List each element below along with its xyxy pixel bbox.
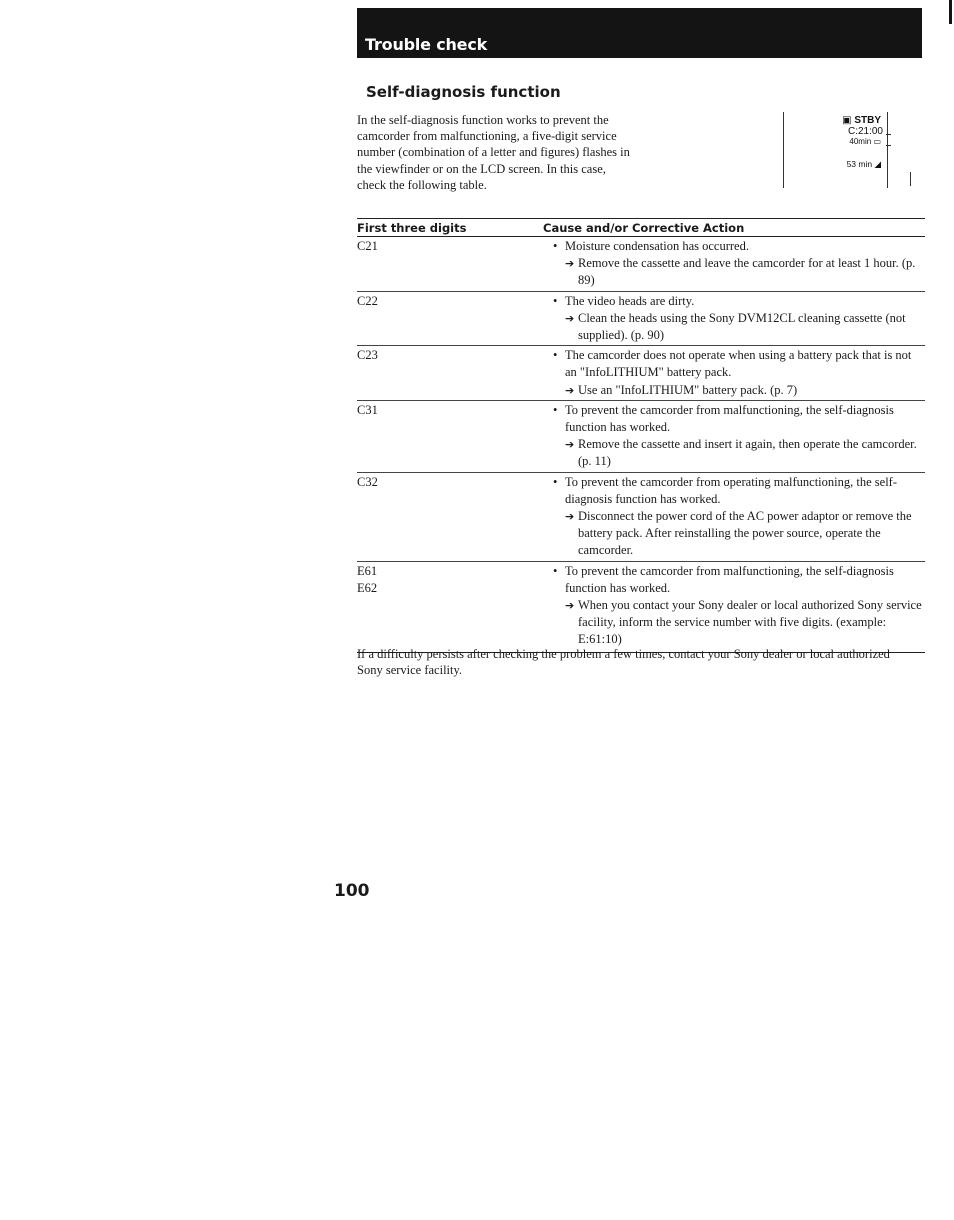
page-number: 100 [334, 881, 370, 901]
row-cause: • To prevent the camcorder from malfunctioning, the self-diagnosis function has worked. [553, 563, 894, 595]
arrow-right-icon: ➔ [565, 510, 575, 524]
bullet-icon: • [553, 563, 558, 578]
intro-paragraph: In the self-diagnosis function works to prevent the camcorder from malfunctioning, a five-digit service number (combination of a letter and figures) flashes in the viewfinder or on the LCD screen. In this case, check the following table. [357, 113, 630, 192]
header-cause-action: Cause and/or Corrective Action [543, 219, 925, 237]
table-row [357, 237, 925, 292]
footer-note: If a difficulty persists after checking the problem a few times, contact your Sony dealer or local authorized Sony service facility. [357, 647, 890, 677]
bullet-icon: • [553, 293, 558, 308]
edge-thumb-mark [949, 0, 952, 24]
arrow-right-icon: ➔ [565, 438, 575, 452]
row-action: ➔ Clean the heads using the Sony DVM12CL cleaning cassette (not supplied). (p. 90) [565, 310, 906, 343]
table-header-row [357, 219, 925, 237]
section-title: Self-diagnosis function [366, 83, 561, 101]
tape-icon: ▭ [873, 137, 881, 146]
display-tick [886, 145, 891, 146]
self-diagnosis-table [357, 218, 925, 653]
row-cause: • Moisture condensation has occurred. [543, 238, 925, 255]
bullet-icon: • [553, 239, 558, 253]
row-action: ➔ Disconnect the power cord of the AC power adaptor or remove the battery pack. After reinstalling the power source, operate the camcorder. [565, 509, 912, 558]
row-cause: • The video heads are dirty. [543, 293, 925, 310]
table-row [357, 472, 925, 561]
row-action: ➔ Remove the cassette and insert it again, then operate the camcorder. (p. 11) [565, 437, 917, 469]
table-row [357, 400, 925, 472]
table-row [357, 346, 925, 401]
row-code: C22 [357, 291, 543, 346]
display-side-rule [910, 172, 911, 186]
row-code: C32 [357, 472, 543, 561]
table-row [357, 291, 925, 346]
section-header-bar [357, 8, 922, 58]
battery-icon: ◢ [874, 159, 881, 169]
arrow-right-icon: ➔ [565, 311, 575, 325]
bullet-icon: • [553, 402, 558, 417]
arrow-right-icon: ➔ [565, 257, 575, 271]
header-title: Trouble check [365, 35, 488, 54]
display-line-standby: ▣ STBY [842, 115, 881, 126]
header-first-three-digits: First three digits [357, 219, 543, 237]
row-code: C23 [357, 346, 543, 401]
viewfinder-display-example [783, 112, 888, 188]
row-action: ➔ Use an "InfoLITHIUM" battery pack. (p. 7) [543, 382, 925, 399]
row-cause: • The camcorder does not operate when using a battery pack that is not an "InfoLITHIUM" battery pack. [553, 348, 912, 380]
display-tick [886, 134, 891, 135]
row-action: ➔ Remove the cassette and leave the camcorder for at least 1 hour. (p. 89) [565, 256, 916, 288]
row-cause: • To prevent the camcorder from operating malfunctioning, the self-diagnosis function has worked. [553, 474, 897, 506]
row-cause: • To prevent the camcorder from malfunctioning, the self-diagnosis function has worked. [553, 402, 894, 435]
row-code: C21 [357, 237, 543, 292]
arrow-right-icon: ➔ [565, 599, 575, 613]
bullet-icon: • [553, 474, 558, 489]
cassette-icon: ▣ [842, 115, 852, 126]
row-code: C31 [357, 400, 543, 472]
display-line-remaining: 40min ▭ [849, 137, 881, 146]
display-line-battery: 53 min ◢ [846, 159, 881, 169]
table-row [357, 561, 925, 652]
row-code: E61 E62 [357, 561, 543, 652]
bullet-icon: • [553, 348, 558, 363]
display-line-code: C:21:00 [847, 126, 883, 137]
row-action: ➔ When you contact your Sony dealer or local authorized Sony service facility, inform the service number with five digits. (example: E:61:10) [565, 598, 922, 647]
arrow-right-icon: ➔ [565, 383, 575, 397]
